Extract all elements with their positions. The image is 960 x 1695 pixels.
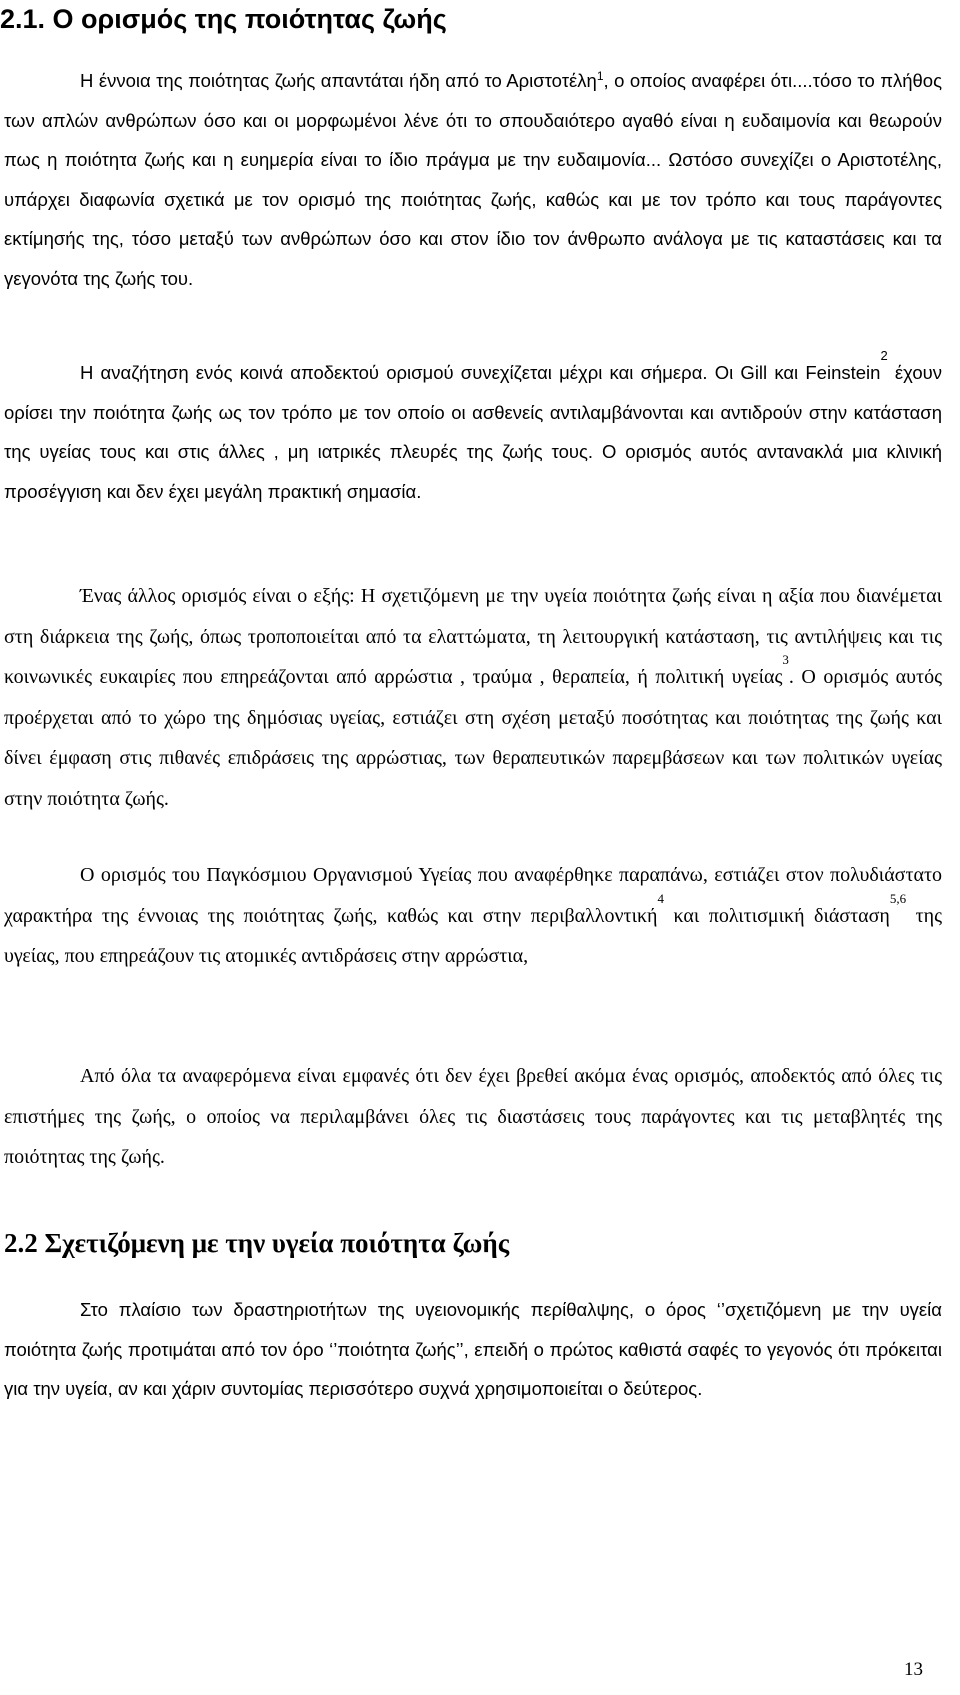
section-2-heading: 2.2 Σχετιζόμενη με την υγεία ποιότητα ζωής — [4, 1228, 510, 1258]
paragraph-health-definition — [4, 576, 942, 819]
paragraph-who-definition-text-mid: και πολιτισμική διάσταση — [673, 904, 890, 927]
paragraph-health-definition-text: Ένας άλλος ορισμός είναι ο εξής: Η σχετιζόμενη με την υγεία ποιότητα ζωής είναι η αξία που διανέμεται στη διάρκεια της ζωής, όπως τροποποιείται από τα ελαττώματα, τη λειτουργική κατάσταση, τις αντιλήψεις και τις κοινωνικές ευκαιρίες που επηρεάζονται από αρρώστια , τραύμα , θεραπεία, ή πολιτική υγείας — [4, 585, 942, 688]
section-1-heading: 2.1. Ο ορισμός της ποιότητας ζωής — [0, 4, 447, 34]
paragraph-aristotle-text: Η έννοια της ποιότητας ζωής απαντάται ήδη από το Αριστοτέλη — [80, 70, 597, 91]
paragraph-who-definition-text-end: της υγείας, που επηρεάζουν τις ατομικές αντιδράσεις στην αρρώστια, — [4, 904, 943, 967]
footnote-ref-3: 3 — [782, 652, 789, 667]
footnote-ref-4: 4 — [657, 890, 664, 906]
footnote-ref-2: 2 — [880, 348, 888, 363]
footnote-ref-5-6: 5,6 — [889, 890, 907, 906]
paragraph-health-related-term: Στο πλαίσιο των δραστηριοτήτων της υγειονομικής περίθαλψης, ο όρος ‘’σχετιζόμενη με την υγεία ποιότητα ζωής προτιμάται από τον όρο ‘’ποιότητα ζωής’’, επειδή ο πρώτος καθιστά σαφές το γεγονός ότι πρόκειται για την υγεία, αν και χάριν συντομίας περισσότερο συχνά χρησιμοποιείται ο δεύτερος. — [4, 1299, 942, 1399]
paragraph-gill-feinstein — [4, 348, 942, 511]
footnote-ref-1: 1 — [596, 68, 604, 83]
paragraph-gill-feinstein-text-cont: έχουν ορίσει την ποιότητα ζωής ως τον τρόπο με τον οποίο οι ασθενείς αντιλαμβάνονται και αντιδρούν στην κατάσταση της υγείας τους και στις άλλες , μη ιατρικές πλευρές της ζωής τους. Ο ορισμός αυτός αντανακλά μια κλινική προσέγγιση και δεν έχει μεγάλη πρακτική σημασία. — [4, 362, 942, 502]
paragraph-aristotle-text-cont: , ο οποίος αναφέρει ότι....τόσο το πλήθος των απλών ανθρώπων όσο και οι μορφωμένοι λένε ότι το σπουδαιότερο αγαθό είναι η ευδαιμονία και θεωρούν πως η ποιότητα ζωής και η ευημερία είναι το ίδιο πράγμα με την ευδαιμονία... Ωστόσο συνεχίζει ο Αριστοτέλης, υπάρχει διαφωνία σχετικά με τον ορισμό της ποιότητας ζωής, καθώς και με τον τρόπο και τους παράγοντες εκτίμησής της, τόσο μεταξύ των ανθρώπων όσο και στον ίδιο τον άνθρωπο ανάλογα με τις καταστάσεις και τα γεγονότα της ζωής του. — [4, 70, 943, 289]
paragraph-gill-feinstein-text: Η αναζήτηση ενός κοινά αποδεκτού ορισμού συνεχίζεται μέχρι και σήμερα. Οι Gill και Feinstein — [80, 362, 881, 383]
paragraph-who-definition — [4, 855, 942, 977]
paragraph-aristotle — [4, 61, 942, 298]
paragraph-health-definition-text-cont: . Ο ορισμός αυτός προέρχεται από το χώρο της δημόσιας υγείας, εστιάζει στη σχέση μεταξύ ποσότητας και ποιότητας της ζωής και δίνει έμφαση στις πιθανές επιδράσεις της αρρώστιας, των θεραπευτικών παρεμβάσεων και των πολιτικών υγείας στην ποιότητα ζωής. — [4, 666, 942, 810]
page-number: 13 — [904, 1659, 923, 1680]
paragraph-conclusion: Από όλα τα αναφερόμενα είναι εμφανές ότι δεν έχει βρεθεί ακόμα ένας ορισμός, αποδεκτός από όλες τις επιστήμες της ζωής, ο οποίος να περιλαμβάνει όλες τις διαστάσεις τους παράγοντες και τις μεταβλητές της ποιότητας της ζωής. — [4, 1065, 942, 1168]
paragraph-who-definition-text: Ο ορισμός του Παγκόσμιου Οργανισμού Υγείας που αναφέρθηκε παραπάνω, εστιάζει στον πολυδιάστατο χαρακτήρα της έννοιας της ποιότητας ζωής, καθώς και στην περιβαλλοντική — [4, 864, 942, 927]
